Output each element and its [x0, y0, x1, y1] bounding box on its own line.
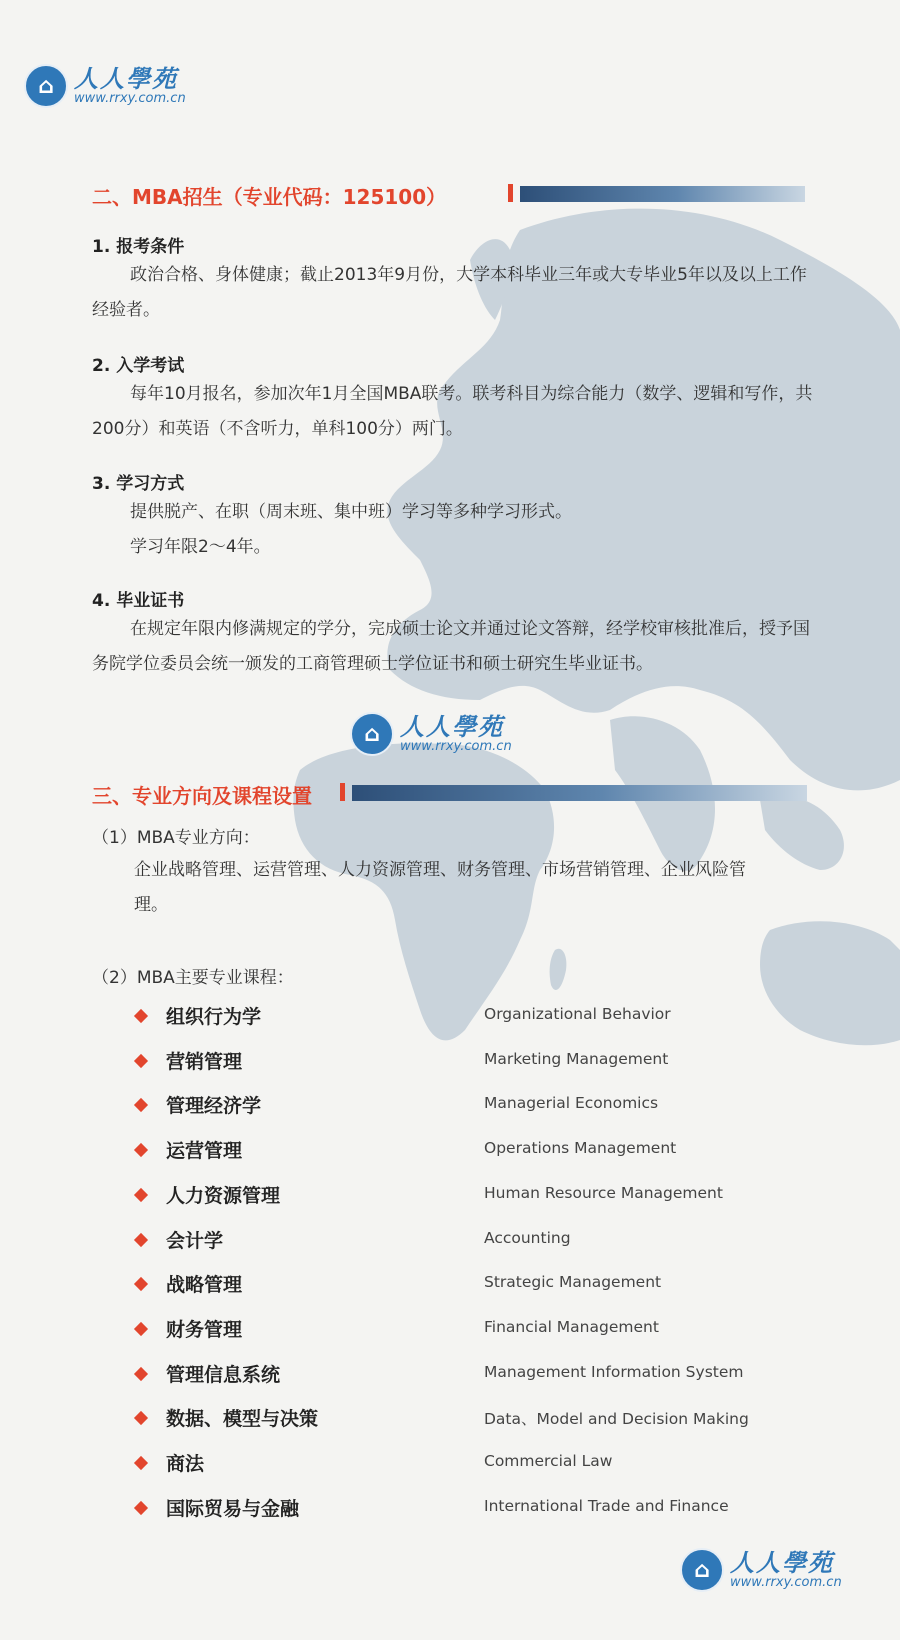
watermark-name: 人人學苑 — [400, 711, 504, 741]
course-name-en: Marketing Management — [484, 1049, 669, 1068]
watermark-middle — [350, 712, 512, 756]
bullet-diamond-icon — [134, 1501, 148, 1515]
directions-text: 企业战略管理、运营管理、人力资源管理、财务管理、市场营销管理、企业风险管理。 — [134, 860, 746, 915]
bullet-diamond-icon — [134, 1098, 148, 1112]
course-name-zh: 营销管理 — [166, 1050, 243, 1073]
course-name-zh: 会计学 — [166, 1229, 224, 1252]
course-name-zh: 商法 — [166, 1453, 205, 1475]
course-name-zh: 管理经济学 — [166, 1095, 262, 1118]
bullet-diamond-icon — [134, 1322, 148, 1336]
course-name-zh: 数据、模型与决策 — [166, 1408, 319, 1431]
item-heading-study-mode: 3. 学习方式 — [92, 474, 185, 494]
watermark-url: www.rrxy.com.cn — [74, 91, 186, 107]
bullet-diamond-icon — [134, 1411, 148, 1425]
directions-heading: （1）MBA专业方向： — [92, 828, 260, 848]
watermark-name: 人人學苑 — [74, 63, 178, 93]
course-row — [130, 1360, 830, 1390]
course-name-en: Commercial Law — [484, 1452, 613, 1470]
course-name-zh: 财务管理 — [166, 1318, 243, 1341]
course-row — [130, 1002, 830, 1032]
item-heading-exam: 2. 入学考试 — [92, 356, 185, 376]
watermark-url: www.rrxy.com.cn — [400, 739, 512, 755]
section3-title: 三、专业方向及课程设置 — [92, 784, 312, 808]
watermark-logo-icon: ⌂ — [680, 1548, 724, 1592]
bullet-diamond-icon — [134, 1456, 148, 1470]
course-row — [130, 1047, 830, 1077]
course-name-zh: 战略管理 — [166, 1274, 243, 1297]
item-text-certificate: 在规定年限内修满规定的学分，完成硕士论文并通过论文答辩，经学校审核批准后，授予国务院学位委员会统一颁发的工商管理硕士学位证书和硕士研究生毕业证书。 — [92, 619, 810, 674]
watermark-top — [24, 64, 186, 108]
course-name-zh: 组织行为学 — [166, 1006, 262, 1028]
item-heading-conditions: 1. 报考条件 — [92, 237, 185, 257]
bullet-diamond-icon — [134, 1367, 148, 1381]
course-row — [130, 1136, 830, 1166]
course-name-en: Strategic Management — [484, 1273, 662, 1292]
course-row — [130, 1404, 830, 1434]
course-name-en: Human Resource Management — [484, 1183, 723, 1202]
course-name-en: Management Information System — [484, 1362, 744, 1381]
course-name-en: Managerial Economics — [484, 1094, 659, 1113]
course-row — [130, 1270, 830, 1300]
section2-title-marker — [508, 184, 513, 202]
course-row — [130, 1315, 830, 1345]
course-name-en: Operations Management — [484, 1139, 677, 1158]
item-text-conditions: 政治合格、身体健康；截止2013年9月份，大学本科毕业三年或大专毕业5年以及以上工作经验者。 — [92, 265, 807, 320]
course-row — [130, 1449, 830, 1479]
section2-title: 二、MBA招生（专业代码：125100） — [92, 185, 447, 209]
bullet-diamond-icon — [134, 1143, 148, 1157]
section2-title-bar — [520, 186, 805, 202]
course-row — [130, 1181, 830, 1211]
bullet-diamond-icon — [134, 1009, 148, 1023]
courses-heading: （2）MBA主要专业课程： — [92, 968, 294, 988]
course-name-en: Organizational Behavior — [484, 1005, 671, 1023]
course-name-en: Financial Management — [484, 1317, 659, 1336]
course-name-zh: 运营管理 — [166, 1140, 243, 1163]
watermark-logo-icon: ⌂ — [350, 712, 394, 756]
watermark-bottom — [680, 1548, 842, 1592]
watermark-url: www.rrxy.com.cn — [730, 1575, 842, 1591]
item-heading-certificate: 4. 毕业证书 — [92, 591, 185, 611]
bullet-diamond-icon — [134, 1188, 148, 1202]
watermark-logo-icon: ⌂ — [24, 64, 68, 108]
bullet-diamond-icon — [134, 1054, 148, 1068]
bullet-diamond-icon — [134, 1277, 148, 1291]
course-name-zh: 人力资源管理 — [166, 1184, 281, 1207]
course-name-en: International Trade and Finance — [484, 1496, 729, 1515]
course-name-en: Accounting — [484, 1228, 571, 1247]
item-text-study-mode: 提供脱产、在职（周末班、集中班）学习等多种学习形式。 — [130, 502, 572, 522]
course-name-en: Data、Model and Decision Making — [484, 1410, 749, 1429]
item-text-exam: 每年10月报名，参加次年1月全国MBA联考。联考科目为综合能力（数学、逻辑和写作，共200分）和英语（不含听力，单科100分）两门。 — [92, 384, 813, 439]
section3-title-bar — [352, 785, 807, 801]
section3-title-marker — [340, 783, 345, 801]
item-text-study-years: 学习年限2～4年。 — [130, 537, 271, 557]
course-name-zh: 国际贸易与金融 — [166, 1497, 300, 1520]
course-row — [130, 1091, 830, 1121]
course-name-zh: 管理信息系统 — [166, 1363, 281, 1386]
watermark-name: 人人學苑 — [730, 1547, 834, 1577]
course-row — [130, 1494, 830, 1524]
bullet-diamond-icon — [134, 1232, 148, 1246]
course-row — [130, 1226, 830, 1256]
